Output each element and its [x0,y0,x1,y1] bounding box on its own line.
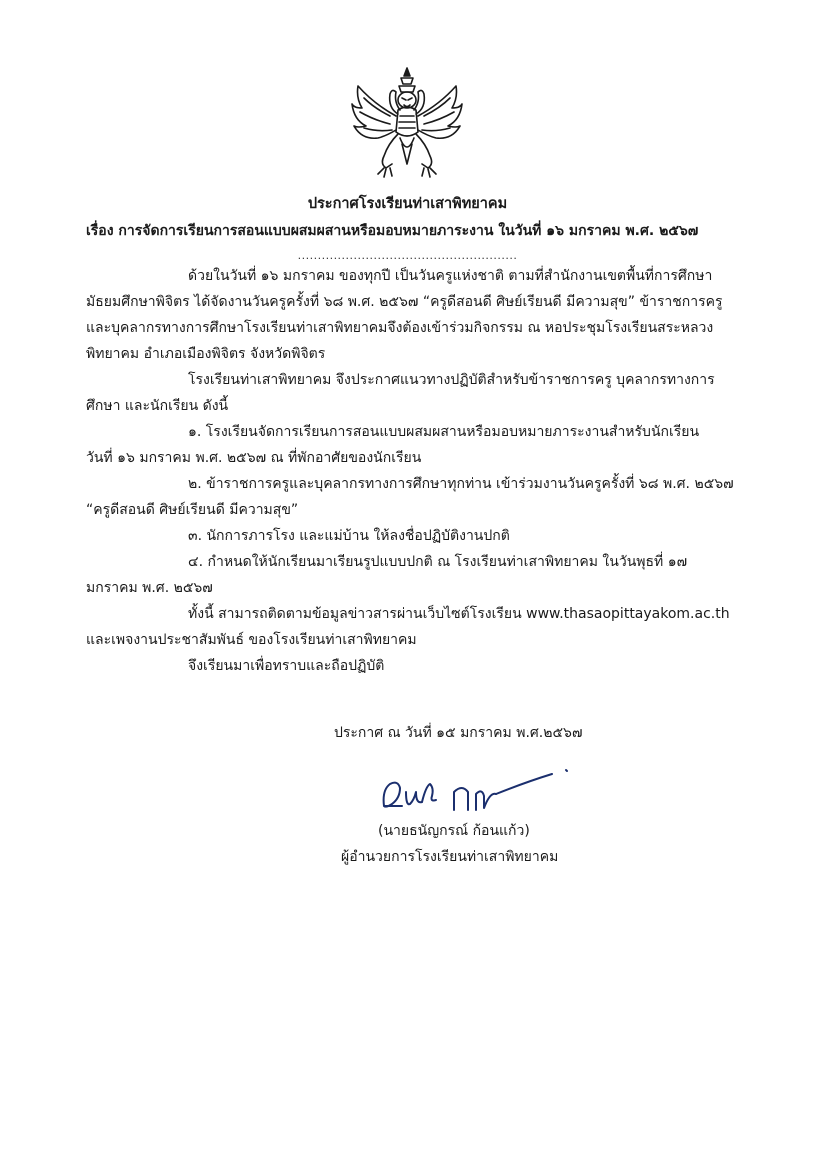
body-line: มกราคม พ.ศ. ๒๕๖๗ [86,580,213,596]
body-line: ๑. โรงเรียนจัดการเรียนการสอนแบบผสมผสานหรือมอบหมายภาระงานสำหรับนักเรียน [188,424,700,440]
body-line: “ครูดีสอนดี ศิษย์เรียนดี มีความสุข” [86,502,299,518]
body-line: ด้วยในวันที่ ๑๖ มกราคม ของทุกปี เป็นวันครูแห่งชาติ ตามที่สำนักงานเขตพื้นที่การศึกษา [188,268,713,284]
body-line: พิทยาคม อำเภอเมืองพิจิตร จังหวัดพิจิตร [86,346,326,362]
signer-name: (นายธนัญกรณ์ ก้อนแก้ว) [378,823,530,839]
body-line: ทั้งนี้ สามารถติดตามข้อมูลข่าวสารผ่านเว็บไซต์โรงเรียน www.thasaopittayakom.ac.th [188,606,730,622]
body-line: โรงเรียนท่าเสาพิทยาคม จึงประกาศแนวทางปฏิบัติสำหรับข้าราชการครู บุคลากรทางการ [188,372,715,388]
signer-position: ผู้อำนวยการโรงเรียนท่าเสาพิทยาคม [341,849,559,865]
body-line: มัธยมศึกษาพิจิตร ได้จัดงานวันครูครั้งที่ ๖๘ พ.ศ. ๒๕๖๗ “ครูดีสอนดี ศิษย์เรียนดี มีความสุข” ข้าราชการครู [86,294,723,310]
announcement-date: ประกาศ ณ วันที่ ๑๕ มกราคม พ.ศ.๒๕๖๗ [334,725,583,741]
announcement-subject: เรื่อง การจัดการเรียนการสอนแบบผสมผสานหรือมอบหมายภาระงาน ในวันที่ ๑๖ มกราคม พ.ศ. ๒๕๖๗ [86,223,699,239]
body-line: ๔. กำหนดให้นักเรียนมาเรียนรูปแบบปกติ ณ โรงเรียนท่าเสาพิทยาคม ในวันพุธที่ ๑๗ [188,554,688,570]
body-line: ๓. นักการภารโรง และแม่บ้าน ให้ลงชื่อปฏิบัติงานปกติ [188,528,510,544]
title-divider: ....................................................... [297,249,518,262]
body-line: และบุคลากรทางการศึกษาโรงเรียนท่าเสาพิทยาคมจึงต้องเข้าร่วมกิจกรรม ณ หอประชุมโรงเรียนสระหลวง [86,320,714,336]
body-line: ๒. ข้าราชการครูและบุคลากรทางการศึกษาทุกท่าน เข้าร่วมงานวันครูครั้งที่ ๖๘ พ.ศ. ๒๕๖๗ [188,476,734,492]
body-line: ศึกษา และนักเรียน ดังนี้ [86,398,229,414]
body-line: และเพจงานประชาสัมพันธ์ ของโรงเรียนท่าเสาพิทยาคม [86,632,417,648]
body-line: วันที่ ๑๖ มกราคม พ.ศ. ๒๕๖๗ ณ ที่พักอาศัยของนักเรียน [86,450,422,466]
garuda-emblem-icon [344,64,470,182]
signature-icon [376,766,576,816]
announcement-title: ประกาศโรงเรียนท่าเสาพิทยาคม [307,196,508,212]
body-line: จึงเรียนมาเพื่อทราบและถือปฏิบัติ [188,658,385,674]
